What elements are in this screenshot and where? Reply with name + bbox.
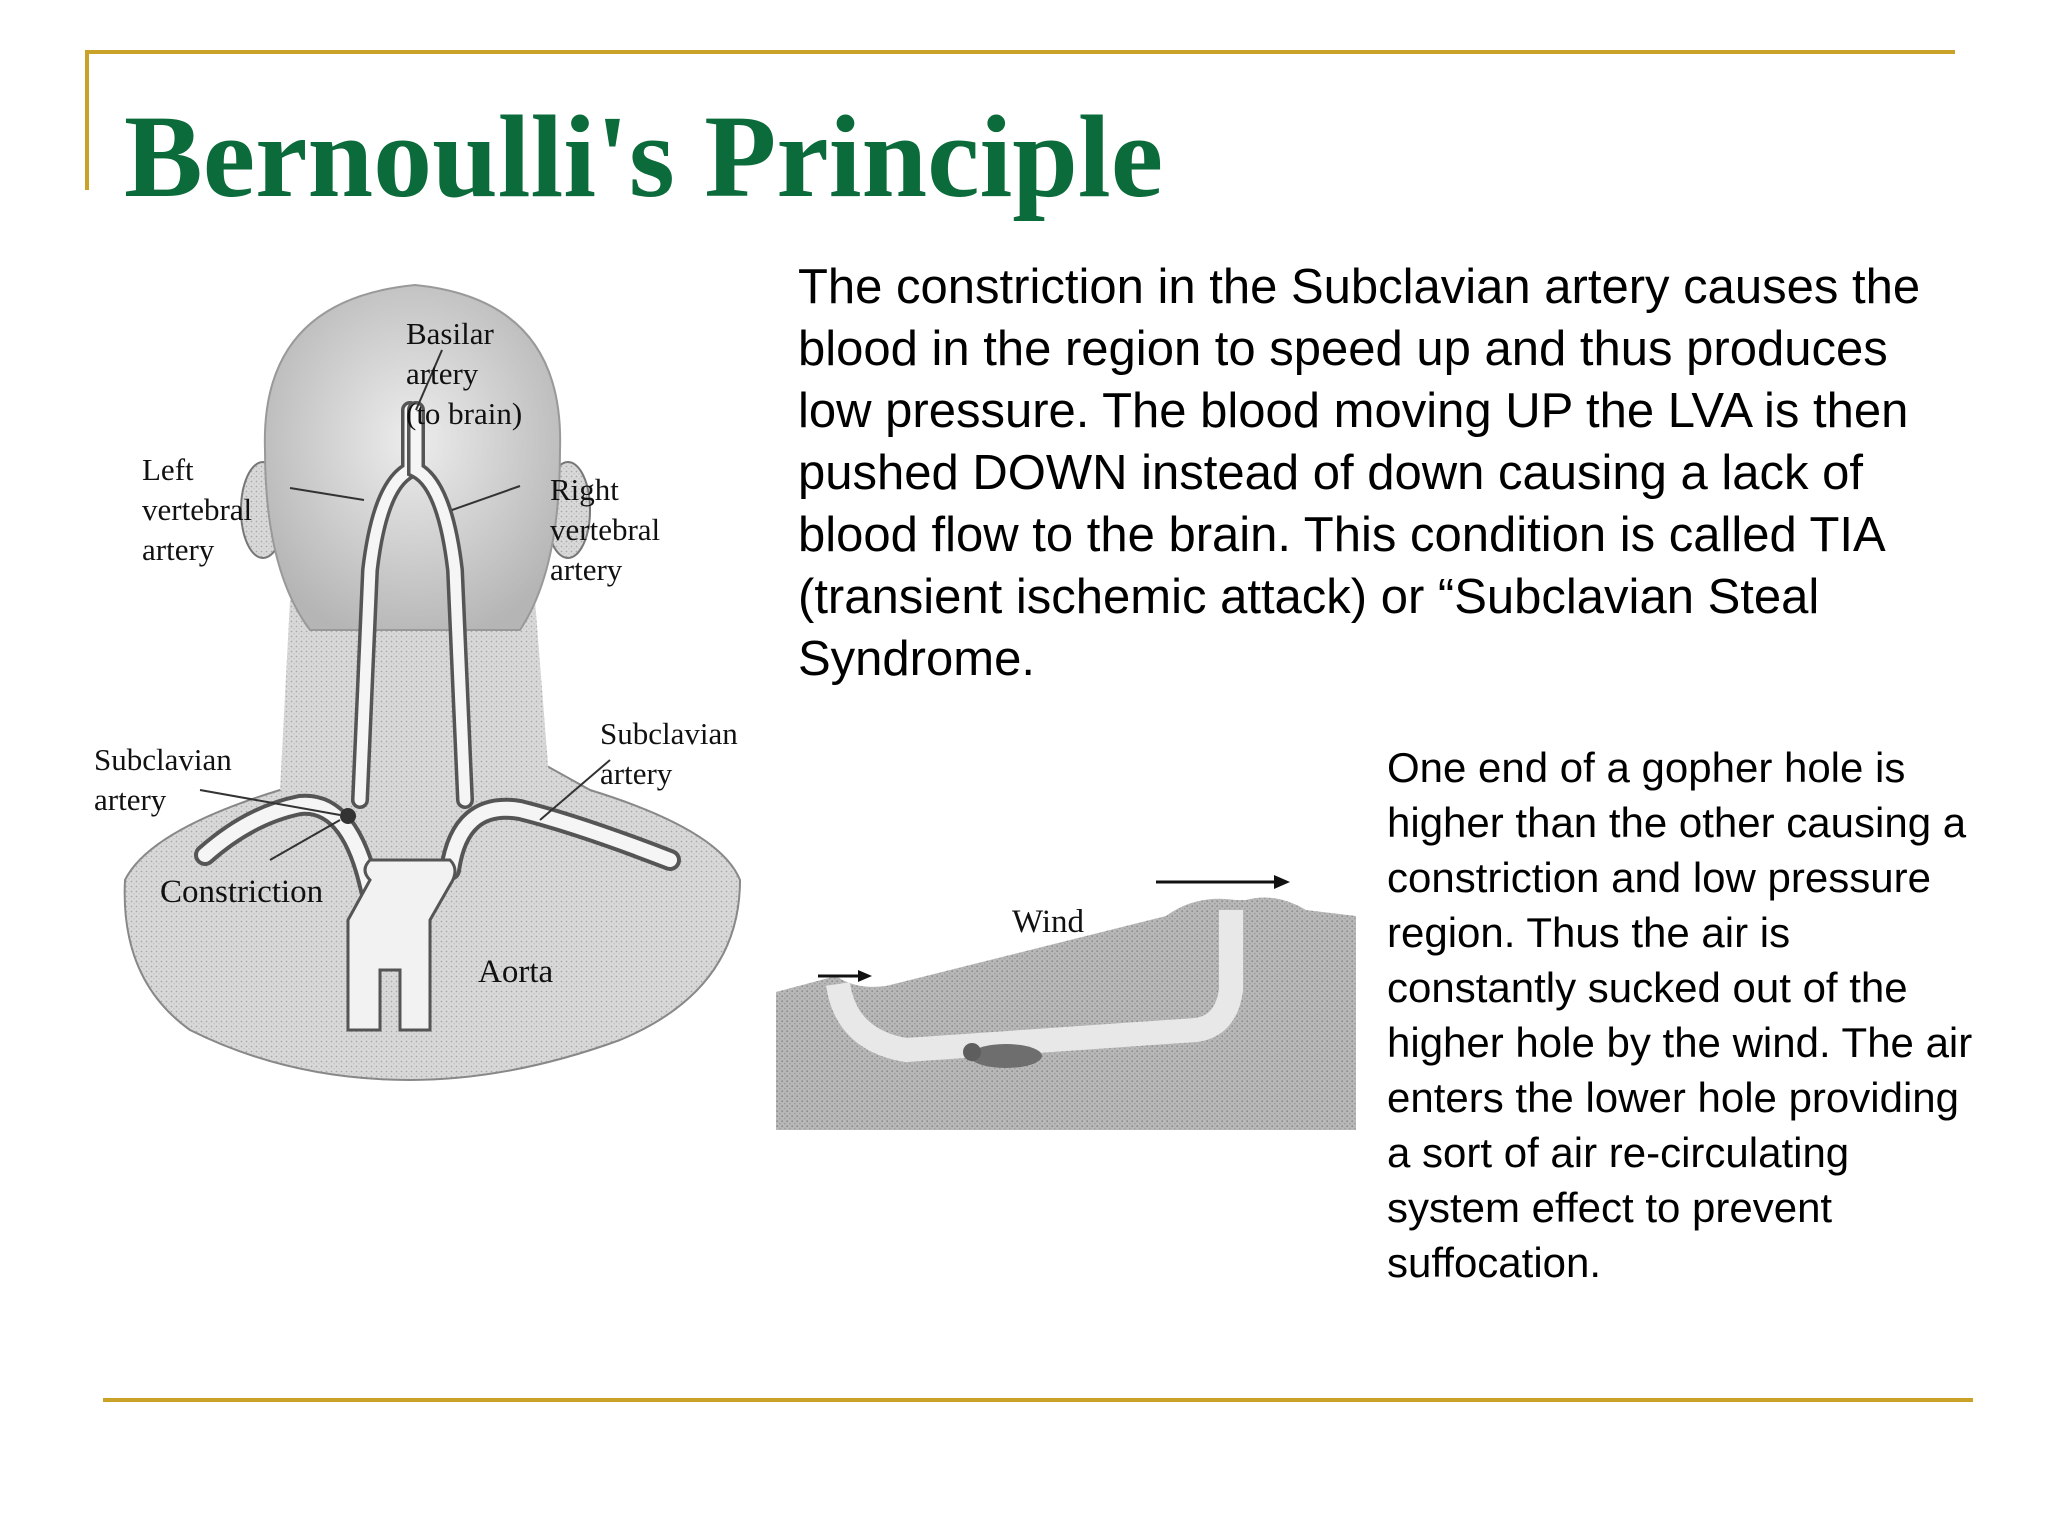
label-basilar-3: (to brain): [406, 396, 523, 431]
label-aorta: Aorta: [478, 954, 554, 990]
subclavian-explanation: The constriction in the Subclavian artery causes the blood in the region to speed up and thus produces low pressure. The blood moving UP the LVA is then pushed DOWN instead of down causing a lack of blood flow to the brain. This condition is called TIA (transient ischemic attack) or “Subclavian Steal Syndrome.: [798, 260, 1921, 686]
constriction-dot: [340, 808, 356, 824]
neck-artery-diagram: [80, 270, 780, 1090]
right-arrow-head: [1274, 875, 1290, 889]
label-subclavian-left-2: artery: [94, 782, 167, 817]
label-subclavian-right-2: artery: [600, 756, 673, 791]
label-basilar-1: Basilar: [406, 316, 494, 351]
label-left-vertebral-3: artery: [142, 532, 215, 567]
label-subclavian-left-1: Subclavian: [94, 742, 232, 777]
neck-shape: [280, 600, 550, 810]
frame-left-line: [85, 50, 89, 190]
label-wind: Wind: [1012, 904, 1084, 940]
label-constriction: Constriction: [160, 874, 324, 910]
label-left-vertebral-1: Left: [142, 452, 194, 487]
left-arrow-head: [858, 970, 872, 982]
label-right-vertebral-1: Right: [550, 472, 619, 507]
gopher-hole-diagram: [776, 860, 1356, 1130]
frame-bottom-line: [103, 1398, 1973, 1402]
label-right-vertebral-2: vertebral: [550, 512, 661, 547]
label-right-vertebral-3: artery: [550, 552, 623, 587]
gopher-explanation: One end of a gopher hole is higher than the other causing a constriction and low pressure region. Thus the air is constantly sucked out of the higher hole by the wind. The air enters the lower hole providing a sort of air re-circulating system effect to prevent suffocation.: [1387, 744, 1973, 1286]
frame-top-line: [85, 50, 1955, 54]
label-subclavian-right-1: Subclavian: [600, 716, 738, 751]
gopher-body: [970, 1044, 1042, 1068]
label-left-vertebral-2: vertebral: [142, 492, 253, 527]
label-basilar-2: artery: [406, 356, 479, 391]
gopher-head: [963, 1043, 981, 1061]
slide-title: Bernoulli's Principle: [124, 91, 1164, 222]
